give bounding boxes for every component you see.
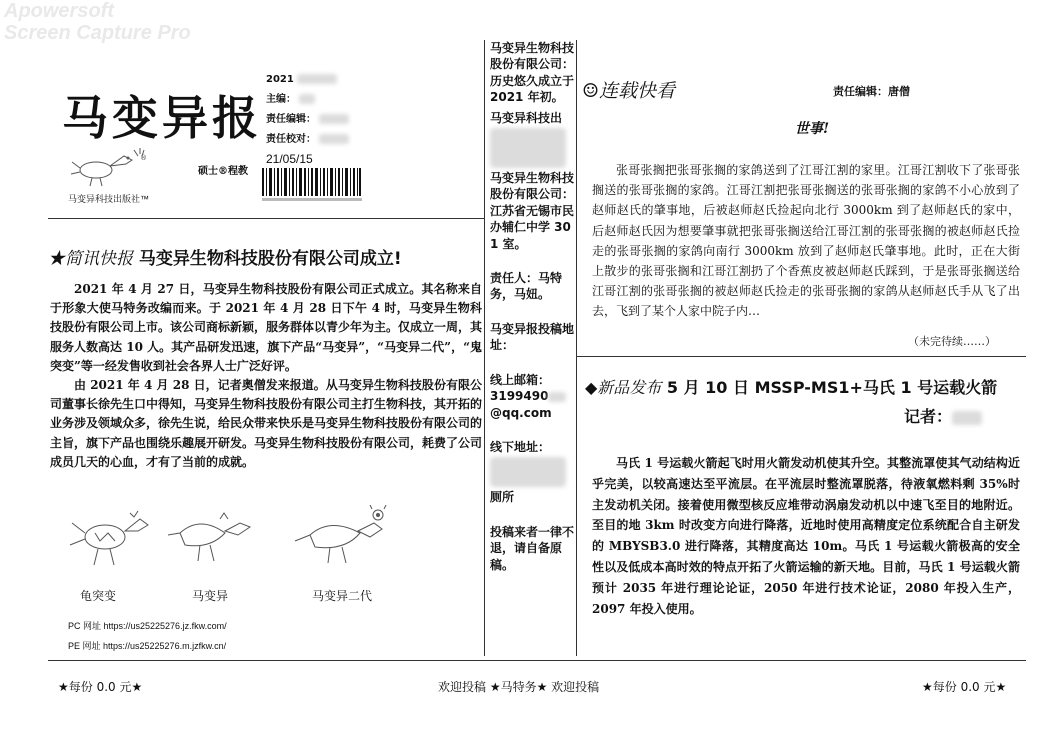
sidebar-responsible: 责任人：马特务，马妞。 <box>490 271 563 302</box>
news-paragraph: 马氏 1 号运载火箭起飞时用火箭发动机使其升空。其整流罩使其气动结构近乎完美，以较高速达至平流层。在平流层时整流罩脱落，待液氧燃料剩 35%时主发动机关闭。接着使用微型核反应堆带动涡扇发动机以中速飞至目的地附近。至目的地 3km 时改变方向进行降落，近地时使用高精度定位系统配合自主研发的 MBYSB3.0 进行降落，其精度高达 10m。马氏 1 号运载火箭极高的安全性以及低成本高时效的特点开拓了火箭运输的新天地。目前，马氏 1 号运载火箭预计 2035 年进行理论论证，2050 年进行技术论证，2080 年投入生产，2097 年投入使用。 <box>592 456 1020 616</box>
meta-chief-editor: 主编： <box>266 94 296 105</box>
sidebar-company-history: 马变异生物科技股份有限公司：历史悠久成立于 2021 年初。 <box>490 41 575 105</box>
sidebar-offline-label: 线下地址： <box>490 439 551 454</box>
publisher-name: 马变异科技出版社™ <box>68 194 150 204</box>
meta-editor: 责任编辑： <box>266 114 316 125</box>
news-body <box>592 453 1020 619</box>
brand-mark: 硕士®程教 <box>198 166 248 177</box>
bird-illustrations <box>60 505 460 585</box>
pc-url-link[interactable]: PC 网址 https://us25225276.jz.fkw.com/ <box>68 621 227 631</box>
lead-title: 马变异生物科技股份有限公司成立! <box>138 249 402 269</box>
issue-date: 21/05/15 <box>266 152 313 166</box>
news-tag: ◆新品发布 <box>585 378 662 397</box>
serial-subtitle: 世事! <box>795 121 830 137</box>
sidebar-email-number: 3199490 <box>490 388 575 404</box>
meta-proofreader: 责任校对： <box>266 134 316 145</box>
sidebar-offline-address: 厕所 <box>490 490 515 505</box>
serial-paragraph: 张哥张搁把张哥张搁的家鸽送到了江哥江割的家里。江哥江割收下了张哥张搁送的张哥张搁的家鸽。江哥江割把张哥张搁送的张哥张搁的家鸽不小心放到了赵师赵氏的肇事地，后被赵师赵氏捡起向北行 3000km 到了赵师赵氏的家中，后赵师赵氏因为想要肇事就把张哥张搁送给江哥江割的张哥张搁的被赵师赵氏捡走的张哥张搁的家鸽向南行 3000km 放到了赵师赵氏肇事地。此时，正在大街上散步的张哥张搁和江哥江割扔了个香蕉皮被赵师赵氏踩到，于是张哥张搁送给江哥江割的张哥张搁的被赵师赵氏捡走的张哥张搁的家鸽从赵师赵氏手从飞了出去，飞到了某个人家中院子内… <box>592 163 1020 319</box>
sidebar-divider <box>576 40 577 656</box>
turtle-mutant-drawing-icon <box>70 511 148 565</box>
barcode-icon <box>262 168 362 202</box>
serial-title: ☺连载快看 <box>582 80 676 102</box>
lead-tag: ★简讯快报 <box>48 249 133 269</box>
company-sidebar <box>490 40 575 573</box>
lead-headline <box>48 244 488 269</box>
footer-price-left: ★每份 0.0 元★ <box>58 680 143 694</box>
logo-bird-icon <box>68 144 158 190</box>
sidebar-submission-title: 马变异报投稿地址： <box>490 321 575 353</box>
to-be-continued: （未完待续……） <box>908 335 996 348</box>
serial-body <box>592 160 1020 322</box>
news-headline <box>585 374 1025 402</box>
masthead-meta <box>266 70 466 150</box>
sidebar-company-address: 马变异生物科技股份有限公司：江苏省无锡市民办辅仁中学 301 室。 <box>490 171 575 251</box>
footer-price-right: ★每份 0.0 元★ <box>922 680 1007 694</box>
news-reporter: 记者： <box>904 404 982 427</box>
sidebar-publisher: 马变异科技出 <box>490 110 563 125</box>
left-column-divider <box>484 40 485 656</box>
bird-label-horse: 马变异 <box>192 589 229 603</box>
bird-label-turtle: 龟突变 <box>80 589 117 603</box>
sidebar-email-domain: @qq.com <box>490 405 552 420</box>
svg-text:®: ® <box>140 154 147 162</box>
bird-label-horse-2: 马变异二代 <box>312 589 373 603</box>
newspaper-title: 马变异报 <box>62 91 262 145</box>
smiley-icon: ☺ <box>582 80 600 102</box>
masthead-divider <box>48 218 484 219</box>
watermark: Apowersoft Screen Capture Pro <box>4 0 191 44</box>
serial-editor: 责任编辑：唐僧 <box>833 85 910 98</box>
sidebar-email-label: 线上邮箱： <box>490 372 551 387</box>
right-section-divider <box>576 356 1026 357</box>
horse-mutant-2-drawing-icon <box>295 505 386 563</box>
lead-paragraph: 2021 年 4 月 27 日，马变异生物科技股份有限公司正式成立。其名称来自于形象大使马特务改编而来。于 2021 年 4 月 28 日下午 4 时，马变异生物科技股份有限公司上市。该公司商标新颖，服务群体以青少年为主。仅成立一周，其服务人数高达 10 人。其产品研发迅速，旗下产品“马变异”，“马变异二代”，“鬼突变”等一经发售收到社会各界人士广泛好评。 <box>50 282 483 373</box>
horse-mutant-drawing-icon <box>168 513 250 561</box>
sidebar-submission-note: 投稿来者一律不退，请自备原稿。 <box>490 524 575 572</box>
footer-center: 欢迎投稿 ★马特务★ 欢迎投稿 <box>438 680 600 694</box>
lead-paragraph: 由 2021 年 4 月 28 日，记者奥僧发来报道。从马变异生物科技股份有限公司董事长徐先生口中得知，马变异生物科技股份有限公司主打生物科技，其开拓的业务涉及领域众多，徐先生说，给民众带来快乐是马变异生物科技股份有限公司的主旨，旗下产品也围绕乐趣展开研发。马变异生物科技股份有限公司，耗费了公司成员几天的心血，才有了当前的成就。 <box>50 378 483 469</box>
news-title: 5 月 10 日 MSSP-MS1+马氏 1 号运载火箭 <box>666 378 998 397</box>
lead-article-body <box>50 280 482 472</box>
footer-divider <box>48 660 1026 661</box>
meta-year: 2021 <box>266 74 294 85</box>
pe-url-link[interactable]: PE 网址 https://us25225276.m.jzfkw.cn/ <box>68 641 227 651</box>
